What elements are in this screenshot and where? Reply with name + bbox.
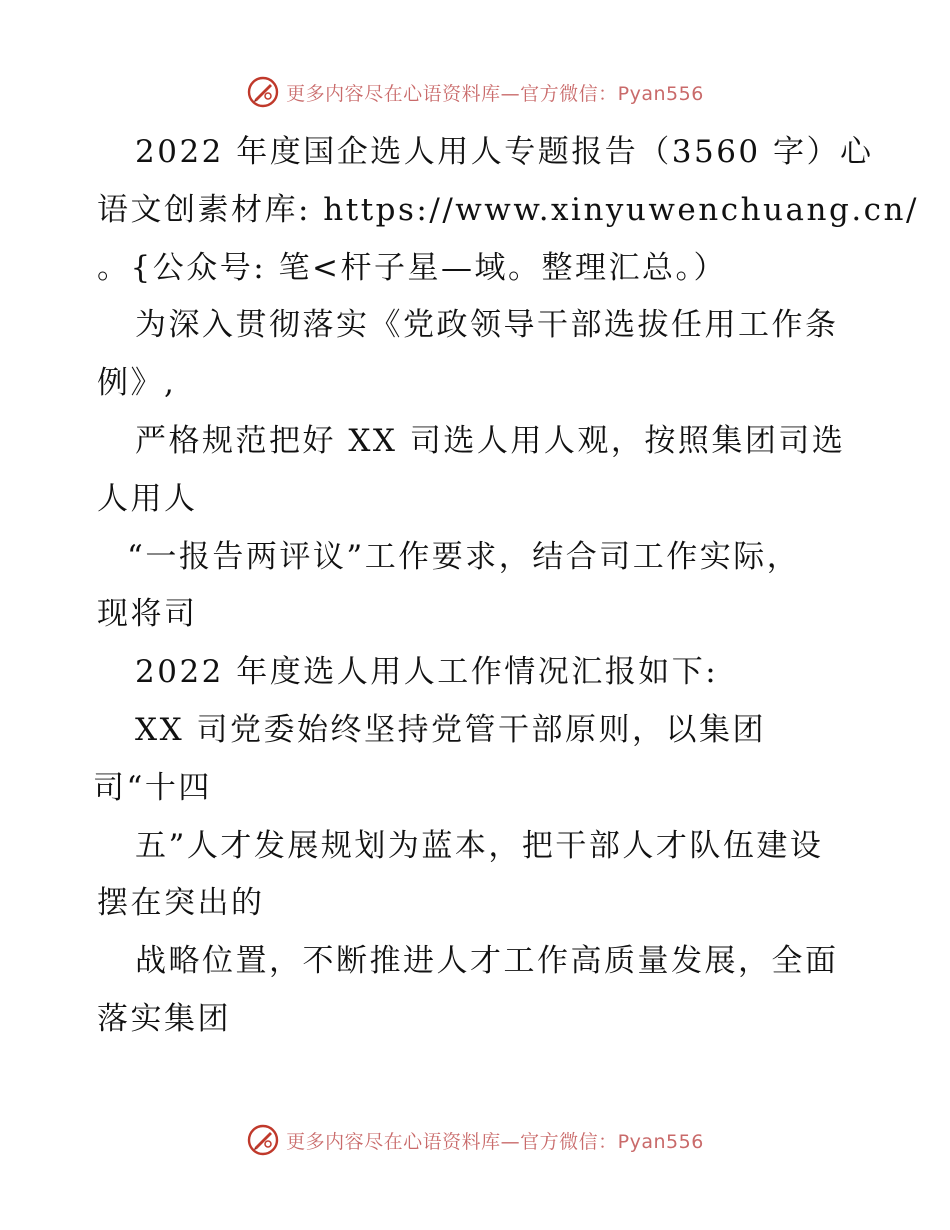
header-watermark bbox=[0, 72, 950, 112]
quill-seal-icon bbox=[246, 1123, 280, 1157]
text-line: “一报告两评议”工作要求，结合司工作实际， bbox=[127, 538, 801, 575]
text-line: 2022 年度选人用人工作情况汇报如下: bbox=[135, 654, 719, 691]
text-line: 。{公众号: 笔<杆子星—域。整理汇总。） bbox=[97, 249, 727, 286]
text-line: 人用人 bbox=[97, 480, 198, 517]
text-line: 为深入贯彻落实《党政领导干部选拔任用工作条 bbox=[135, 307, 839, 344]
text-line: 2022 年度国企选人用人专题报告（3560 字）心 bbox=[135, 134, 874, 170]
text-line: 摆在突出的 bbox=[97, 885, 265, 922]
text-line: XX 司党委始终坚持党管干部原则，以集团 bbox=[135, 711, 766, 748]
text-line: 语文创素材库: https://www.xinyuwenchuang.cn/ bbox=[97, 191, 919, 228]
quill-seal-icon bbox=[246, 75, 280, 109]
text-line: 落实集团 bbox=[97, 1000, 231, 1037]
watermark-text: 更多内容尽在心语资料库—官方微信：Pyan556 bbox=[286, 82, 704, 105]
watermark-text: 更多内容尽在心语资料库—官方微信：Pyan556 bbox=[286, 1130, 704, 1153]
text-line: 例》, bbox=[97, 365, 177, 402]
text-line: 五”人才发展规划为蓝本，把干部人才队伍建设 bbox=[135, 827, 824, 864]
document-body bbox=[93, 124, 919, 1049]
text-line: 司“十四 bbox=[93, 769, 212, 806]
text-line: 战略位置，不断推进人才工作高质量发展，全面 bbox=[135, 943, 839, 980]
text-line: 现将司 bbox=[97, 596, 198, 633]
footer-watermark bbox=[0, 1120, 950, 1160]
text-line: 严格规范把好 XX 司选人用人观，按照集团司选 bbox=[135, 422, 846, 459]
